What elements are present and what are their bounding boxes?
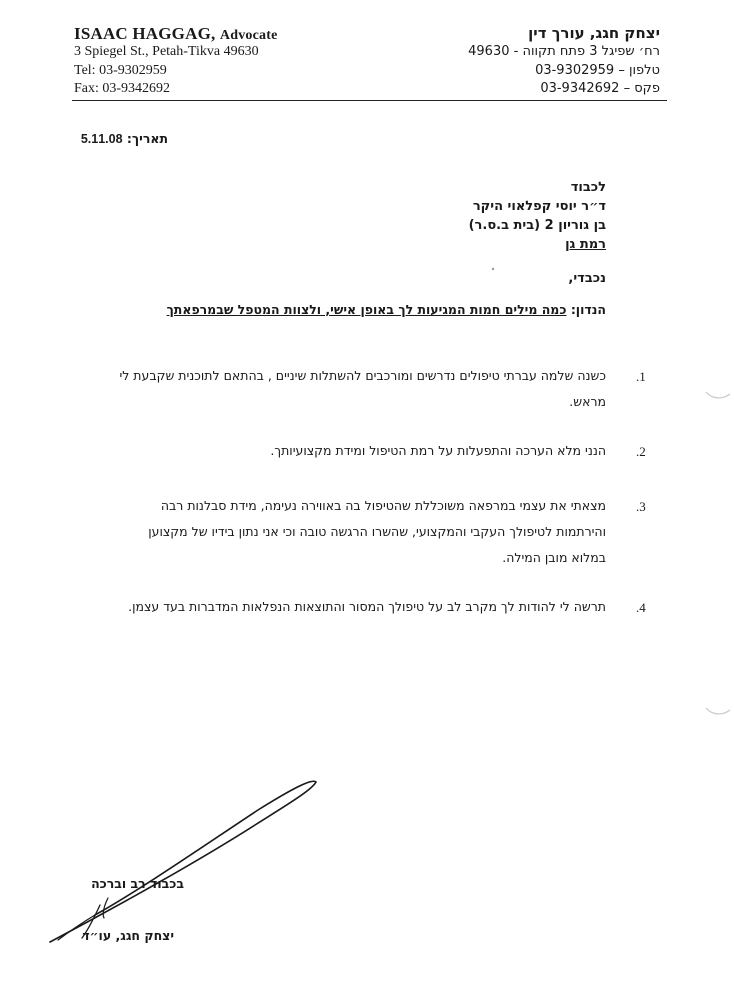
recipient-city: רמת גן (565, 237, 606, 252)
sender-fax-en: Fax: 03-9342692 (74, 81, 171, 96)
sender-tel-en: Tel: 03-9302959 (74, 63, 167, 78)
item-number: .4 (636, 600, 646, 615)
item-number: .2 (636, 444, 646, 459)
signature-name: יצחק חגג, עו״ד (82, 928, 174, 943)
sender-tel-he: טלפון – 03-9302959 (535, 63, 660, 78)
item-line: במלוא מובן המילה. (502, 550, 606, 565)
item-line: מראש. (569, 394, 606, 409)
subject-label: הנדון: (570, 302, 606, 317)
closing-regards: בכבוד רב וברכה (91, 876, 184, 891)
item-number: .1 (636, 369, 646, 384)
date-value: 5.11.08 (80, 132, 123, 146)
sender-name-en: ISAAC HAGGAG, Advocate (74, 24, 278, 43)
recipient-name: ד״ר יוסי קפלאוי היקר (472, 199, 606, 214)
item-line: כשנה שלמה עברתי טיפולים נדרשים ומורכבים להשתלות שיניים , בהתאם לתוכנית שקבעת לי (119, 368, 606, 383)
recipient-address: בן גוריון 2 (בית ב.ס.ר) (468, 218, 606, 233)
item-line: הנני מלא הערכה והתפעלות על רמת הטיפול ומידת מקצועיותך. (270, 443, 606, 458)
sender-address-he: רח׳ שפיגל 3 פתח תקווה - 49630 (468, 44, 660, 59)
item-line: והירתמות לטיפולך העקבי והמקצועי, שהשרו הרגשה טובה וכי אני נתון בידיו של מקצוען (148, 524, 606, 539)
recipient-to: לכבוד (570, 180, 606, 195)
sender-address-en: 3 Spiegel St., Petah-Tikva 49630 (74, 44, 259, 59)
item-line: מצאתי את עצמי במרפאה משוכללת שהטיפול בה באווירה נעימה, מידת סבלנות רבה (160, 498, 606, 513)
subject-text: כמה מילים חמות המגיעות לך באופן אישי, ולצוות המטפל שבמרפאתך (166, 302, 567, 317)
greeting: נכבדי, (568, 271, 606, 286)
sender-name-he: יצחק חגג, עורך דין (528, 24, 660, 42)
item-number: .3 (636, 499, 646, 514)
item-line: תרשה לי להודות לך מקרב לב על טיפולך המסור והתוצאות הנפלאות המדברות בעד עצמן. (128, 599, 606, 614)
date-label: תאריך: (126, 131, 168, 146)
sender-fax-he: פקס – 03-9342692 (540, 81, 660, 96)
